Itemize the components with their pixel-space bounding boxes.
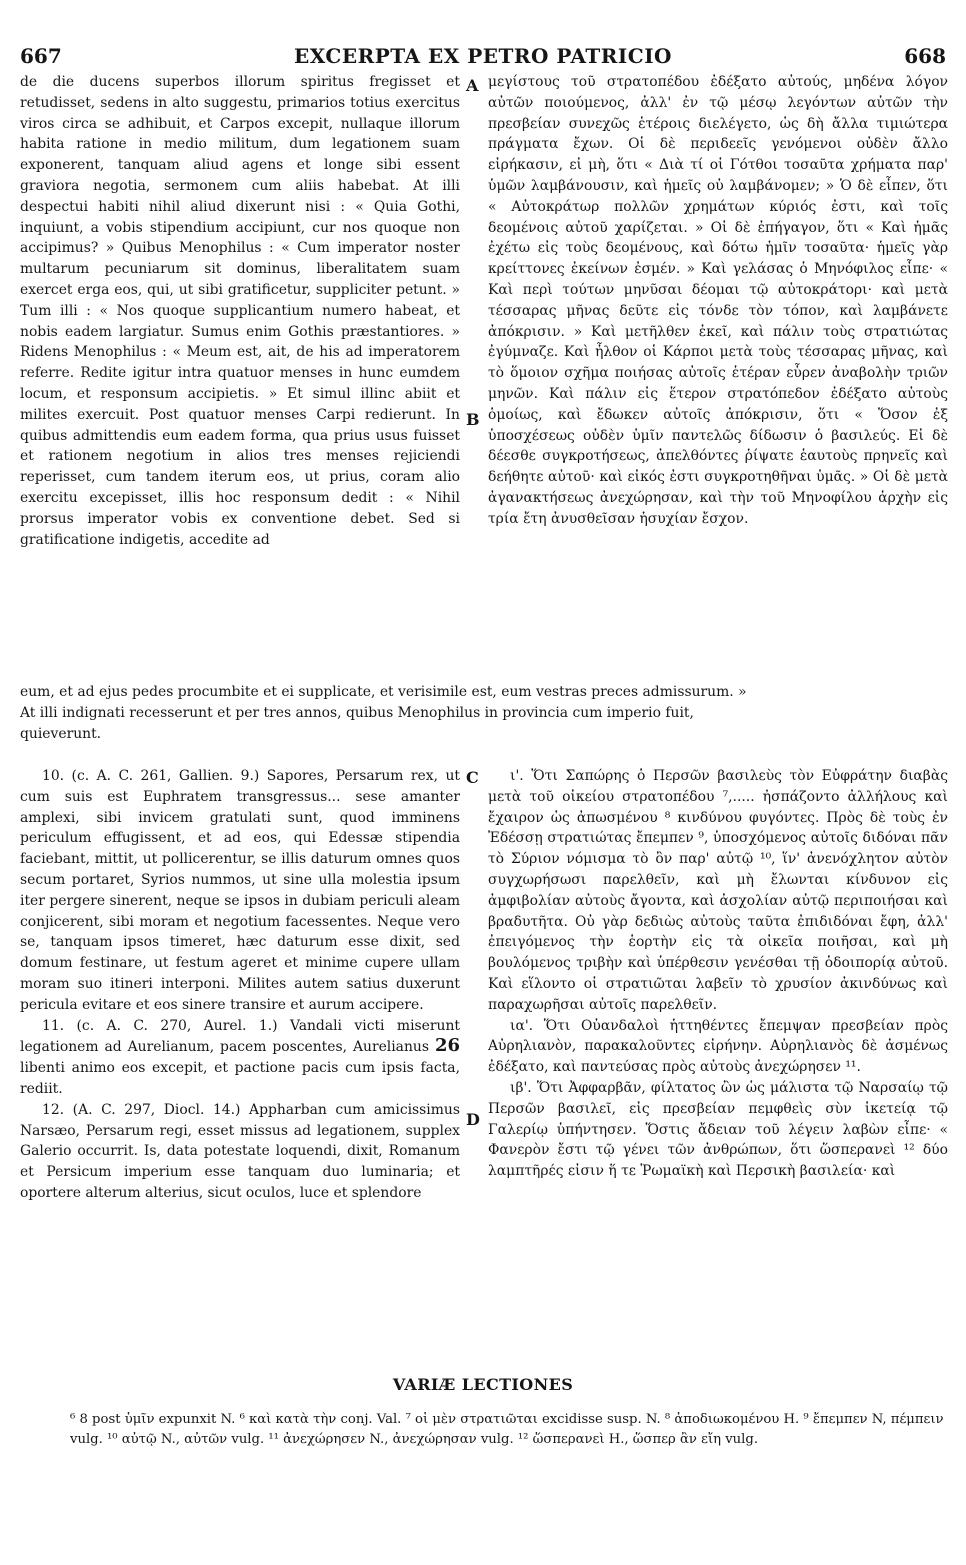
latin-section-9: de die ducens superbos illorum spiritus fregisset et retudisset, sedens in alto suggestu, primarios totius exercitus viros circa se adhibuit, et Carpos excepit, nullaque illorum habita ratione in medio militum, dum legationem suam exponerent, tanquam aliud agens et longe sibi essent graviora negotia, sermonem cum aliis habebat. At illi despectui habiti nihil aliud dixerunt nisi : « Quia Gothi, inquiunt, a vobis stipendium accipiunt, cur nos quoque non accipimus? » Quibus Menophilus : « Cum imperator noster multarum pecuniarum sit dominus, liberalitatem suam exercet erga eos, qui, ut sibi gratificetur, suppliciter petunt. » Tum illi : « Nos quoque supplicantium numero habeat, et nobis eadem largiatur. Sumus enim Gothis præstantiores. » Ridens Menophilus : « Meum est, ait, de his ad imperatorem referre. Redite igitur intra quatuor menses in hunc eumdem locum, et responsum accipietis. » Et simul illinc abiit et milites exercuit. Post quatuor menses Carpi redierunt. In quibus admittendis eum eadem forma, qua prius usus fuisset et rationem negotium in alios tres menses rejiciendi reperisset, cum tandem iterum eos, ut prius, coram alio exercitu excepisset, illis hoc responsum dedit : « Nihil prorsus imperator vobis ex conventione debet. Sed si gratificatione indigetis, accedite ad [20,74,460,548]
greek-section-9: μεγίστους τοῦ στρατοπέδου ἐδέξατο αὐτούς, μηδένα λόγον αὐτῶν ποιούμενος, ἀλλ' ἐν τῷ μέσῳ λεγόντων αὐτῶν τὴν πρεσβείαν συνεχῶς ἑτέροις διελέγετο, ὡς δὴ ἄλλα τιμιώτερα πράγματα ἔχων. Οἱ δὲ περιδεεῖς γενόμενοι οὐδὲν ἄλλο εἰρήκασιν, εἰ μὴ, ὅτι « Διὰ τί οἱ Γότθοι τοσαῦτα χρήματα παρ' ὑμῶν λαμβάνουσιν, καὶ ἡμεῖς οὐ λαμβάνομεν; » Ὁ δὲ εἶπεν, ὅτι « Αὐτοκράτωρ πολλῶν χρημάτων κύριός ἐστι, καὶ τοῖς δεομένοις αὐτοῦ χαρίζεται. » Οἱ δὲ ἐπήγαγον, ὅτι « Καὶ ἡμᾶς ἐχέτω εἰς τοὺς δεομένους, καὶ δότω ἡμῖν τοσαῦτα· ἡμεῖς γὰρ κρείττονες ἐκείνων ἐσμέν. » Καὶ γελάσας ὁ Μηνόφιλος εἶπε· « Καὶ περὶ τούτων μηνῦσαι δέομαι τῷ αὐτοκράτορι· καὶ μετὰ τέσσαρας μῆνας δεῦτε εἰς τόνδε τὸν τόπον, καὶ λαμβάνετε ἀπόκρισιν. » Καὶ μετῆλθεν ἐκεῖ, καὶ πάλιν τοὺς στρατιώτας ἐγύμναζε. Καὶ ἦλθον οἱ Κάρποι μετὰ τοὺς τέσσαρας μῆνας, καὶ τὸ ὅμοιον σχῆμα ποιήσας αὐτοῖς ἑτέραν εὗρεν ἀναβολὴν τριῶν μηνῶν. Καὶ πάλιν εἰς ἕτερον στρατόπεδον ἐδέξατο αὐτοὺς ὁμοίως, καὶ ἔδωκεν αὐτοῖς ἀπόκρισιν, ὅτι « Ὅσον ἐξ ὑποσχέσεως οὐδὲν ὑμῖν παντελῶς δίδωσιν ὁ βασιλεύς. Εἰ δὲ δέεσθε συγκροτήσεως, ἀπελθόντες ῥίψατε ἑαυτοὺς πρηνεῖς καὶ δεήθητε αὐτοῦ· καὶ εἰκός ἐστι συγκροτηθῆναι ὑμᾶς. » Οἱ δὲ μετὰ ἀγανακτήσεως ἀνεχώρησαν, καὶ τὴν τοῦ Μηνοφίλου ἀρχὴν εἰς τρία ἔτη ἀνυσθεῖσαν ἡσυχίαν ἔσχον. [488,74,948,527]
full-width-continuation [20,682,950,744]
latin-column-lower [20,766,460,1346]
variae-lectiones-text: ⁶ 8 post ὑμῖν expunxit N. ⁶ καὶ κατὰ τὴν conj. Val. ⁷ οἱ μὲν στρατιῶται excidisse susp. N. ⁸ ἀποδιωκομένου H. ⁹ ἔπεμπεν N, πέμπειν vulg. ¹⁰ αὐτῷ N., αὐτῶν vulg. ¹¹ ἀνεχώρησεν N., ἀνεχώρησαν vulg. ¹² ὥσπερανεὶ H., ὥσπερ ἂν εἴη vulg. [70,1412,944,1447]
section-marker-d: D [466,1110,480,1129]
greek-section-11: ια'. Ὅτι Οὐανδαλοὶ ἡττηθέντες ἔπεμψαν πρεσβείαν πρὸς Αὐρηλιανὸν, παρακαλοῦντες εἰρήνην. Αὐρηλιανὸς δὲ ἀσμένως ἐδέξατο, καὶ παντεύσας πρὸς αὐτοὺς ἀνεχώρησεν ¹¹. [488,1017,948,1076]
page-number-right: 668 [904,44,946,68]
latin-column-upper [20,72,460,676]
full-line-2: At illi indignati recesserunt et per tres annos, quibus Menophilus in provincia cum imperio fuit, [20,704,694,721]
latin-section-12: 12. (A. C. 297, Diocl. 14.) Appharban cum amicissimus Narsæo, Persarum regi, esset missus ad legationem, supplex Galerio occurrit. Is, data potestate loquendi, dixit, Romanum et Persicum imperium esse tanquam duo luminaria; et oportere alterum alterius, sicut oculos, luce et splendore [20,1101,460,1201]
marginal-number: 26 [434,1035,461,1057]
page-number-left: 667 [20,44,62,68]
section-marker-a: A [466,76,479,95]
greek-column-upper [488,72,948,676]
greek-column-lower [488,766,948,1346]
latin-section-11-text-b: libenti animo eos excepit, et pactione pacis cum ipsis facta, rediit. [20,1060,460,1097]
latin-section-11-text-a: 11. (c. A. C. 270, Aurel. 1.) Vandali victi miserunt legationem ad Aurelianum, pacem poscentes, Aurelianus [20,1017,460,1056]
section-marker-b: B [466,410,480,429]
greek-section-12: ιβ'. Ὅτι Ἀφφαρβᾶν, φίλτατος ὢν ὡς μάλιστα τῷ Ναρσαίῳ τῷ Περσῶν βασιλεῖ, εἰς πρεσβείαν πεμφθεὶς σὺν ἱκετείᾳ τῷ Γαλερίῳ ὑπήντησεν. Ὅστις ἄδειαν τοῦ λέγειν λαβὼν εἶπε· « Φανερὸν ἔστι τῷ γένει τῶν ἀνθρώπων, ὅτι ὥσπερανεὶ ¹² δύο λαμπτῆρές εἰσιν ἥ τε Ῥωμαϊκὴ καὶ Περσικὴ βασιλεία· καὶ [488,1079,948,1180]
full-line-1: eum, et ad ejus pedes procumbite et ei supplicate, et verisimile est, eum vestras preces admissurum. » [20,684,747,700]
section-marker-c: C [466,768,479,787]
latin-section-10: 10. (c. A. C. 261, Gallien. 9.) Sapores, Persarum rex, ut cum suis est Euphratem transgressus... sese amanter amplexi, sibi invicem gratulati sunt, quod imminens periculum effugissent, et ad eos, qui Edessæ stipendia faciebant, mittit, ut pollicerentur, se illis daturum omnes quos secum portaret, Syrios nummos, ut sine ulla molestia ipsum iter pergere sinerent, neque se ipsos in dubiam periculi aleam conjicerent, sibi moram et negotium facessentes. Neque vero se, tanquam ipsos timeret, hæc daturum esse dixit, sed domum festinare, ut festum ageret et minime cupere ullam moram suo itineri interponi. Milites autem satius duxerunt pericula evitare et eos sinere transire et aurum accipere. [20,768,460,1013]
running-title: EXCERPTA EX PETRO PATRICIO [294,44,672,68]
full-line-3: quieverunt. [20,725,102,742]
latin-section-11 [20,1016,460,1100]
variae-lectiones-heading: VARIÆ LECTIONES [392,1375,574,1394]
greek-section-10: ι'. Ὅτι Σαπώρης ὁ Περσῶν βασιλεὺς τὸν Εὐφράτην διαβὰς μετὰ τοῦ οἰκείου στρατοπέδου ⁷,..... ἠσπάζοντο ἀλλήλους καὶ ἔχαιρον ὡς ἀπωσμένου ⁸ κινδύνου φυγόντες. Πρὸς δὲ τοὺς ἐν Ἐδέσσῃ στρατιώτας ἔπεμπεν ⁹, ὑποσχόμενος αὐτοῖς διδόναι πᾶν τὸ Σύριον νόμισμα τὸ ὂν παρ' αὐτῷ ¹⁰, ἵν' ἀνενόχλητον αὐτὸν συγχωρήσωσι παρελθεῖν, καὶ μὴ ἔλωνται κίνδυνον εἰς ἀμφιβολίαν αὐτοὺς ἄγοντα, καὶ ἀσχολίαν αὐτῷ περιποιήσαι καὶ βραδυτῆτα. Οὐ γὰρ δεδιὼς αὐτοὺς ταῦτα ἐπιδιδόναι ἔφη, ἀλλ' ἐπειγόμενος τὴν ἑορτὴν εἰς τὰ οἰκεῖα ποιῆσαι, καὶ μὴ βουλόμενος τριβὴν καὶ ὑπέρθεσιν γενέσθαι τῇ ὁδοιπορίᾳ αὐτοῦ. Καὶ εἵλοντο οἱ στρατιῶται λαβεῖν τὸ χρυσίον ἀκινδύνως καὶ παραχωρῆσαι αὐτοῖς παρελθεῖν. [488,768,948,1013]
